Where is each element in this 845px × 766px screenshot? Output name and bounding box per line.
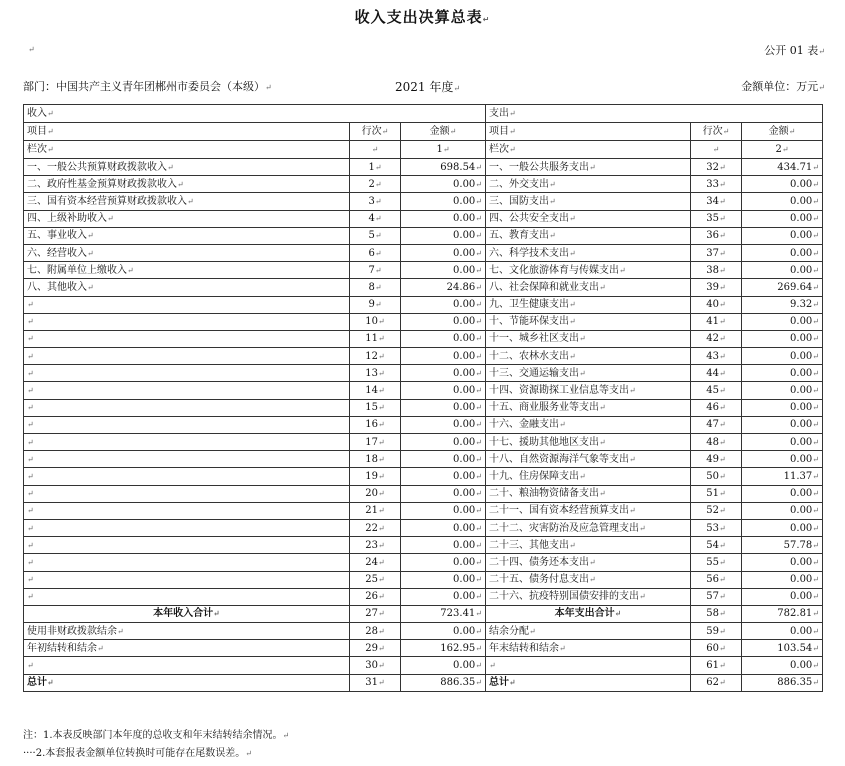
income-seq-cell: 8↵ [350, 279, 401, 296]
expense-amount-cell: 0.00↵ [742, 657, 823, 674]
income-amount-cell: 0.00↵ [401, 399, 486, 416]
table-row [24, 348, 823, 365]
expense-seq-cell: 55↵ [691, 554, 742, 571]
expense-seq-cell: 56↵ [691, 571, 742, 588]
income-seq-cell: 4↵ [350, 210, 401, 227]
income-amount-cell: 0.00↵ [401, 262, 486, 279]
table-row [24, 330, 823, 347]
table-row [24, 571, 823, 588]
income-item-cell: ↵ [24, 365, 350, 382]
income-item-cell: 七、附属单位上缴收入↵ [24, 262, 350, 279]
expense-seq-cell: 48↵ [691, 434, 742, 451]
header-row-section [24, 105, 823, 123]
expense-seq-cell: 45↵ [691, 382, 742, 399]
expense-amount-cell: 0.00↵ [742, 193, 823, 210]
table-row [24, 640, 823, 657]
income-seq-cell: 25↵ [350, 571, 401, 588]
form-code: 公开 01 表↵ [764, 44, 825, 57]
income-seq-cell: 15↵ [350, 399, 401, 416]
expense-amount-cell: 0.00↵ [742, 554, 823, 571]
expense-item-cell: 年末结转和结余↵ [486, 640, 691, 657]
expense-item-cell: 三、国防支出↵ [486, 193, 691, 210]
year-label: 2021 年度↵ [395, 80, 461, 94]
table-row [24, 399, 823, 416]
expense-amount-header: 金额↵ [742, 123, 823, 141]
income-amount-cell: 0.00↵ [401, 434, 486, 451]
expense-amount-cell: 0.00↵ [742, 588, 823, 605]
table-row [24, 227, 823, 244]
expense-amount-cell: 434.71↵ [742, 159, 823, 176]
expense-amount-cell: 11.37↵ [742, 468, 823, 485]
income-item-cell: ↵ [24, 451, 350, 468]
table-row [24, 623, 823, 640]
income-amount-cell: 0.00↵ [401, 348, 486, 365]
income-item-cell: ↵ [24, 382, 350, 399]
expense-amount-cell: 0.00↵ [742, 210, 823, 227]
expense-seq-cell: 46↵ [691, 399, 742, 416]
expense-seq-cell: 49↵ [691, 451, 742, 468]
income-amount-cell: 0.00↵ [401, 382, 486, 399]
income-amount-cell: 0.00↵ [401, 468, 486, 485]
table-row [24, 244, 823, 261]
income-seq-cell: 31↵ [350, 674, 401, 691]
expense-item-cell: 四、公共安全支出↵ [486, 210, 691, 227]
expense-item-cell: 十八、自然资源海洋气象等支出↵ [486, 451, 691, 468]
expense-amount-cell: 0.00↵ [742, 244, 823, 261]
expense-item-cell: 十四、资源勘探工业信息等支出↵ [486, 382, 691, 399]
expense-amount-cell: 0.00↵ [742, 502, 823, 519]
income-item-cell: 四、上级补助收入↵ [24, 210, 350, 227]
notes [23, 727, 289, 763]
table-row [24, 588, 823, 605]
income-seq-header: 行次↵ [350, 123, 401, 141]
expense-item-cell: 二十六、抗疫特别国债安排的支出↵ [486, 588, 691, 605]
income-amount-cell: 0.00↵ [401, 451, 486, 468]
income-item-cell: 一、一般公共预算财政拨款收入↵ [24, 159, 350, 176]
expense-amount-cell: 57.78↵ [742, 537, 823, 554]
expense-seq-cell: 38↵ [691, 262, 742, 279]
expense-seq-cell: 61↵ [691, 657, 742, 674]
expense-seq-cell: 43↵ [691, 348, 742, 365]
income-amount-cell: 0.00↵ [401, 227, 486, 244]
para-mark: ↵ [28, 45, 35, 54]
income-seq-cell: 16↵ [350, 416, 401, 433]
expense-amount-cell: 886.35↵ [742, 674, 823, 691]
income-amount-cell: 0.00↵ [401, 519, 486, 536]
unit-label: 金额单位：万元↵ [741, 80, 825, 93]
table-row [24, 657, 823, 674]
expense-amount-cell: 0.00↵ [742, 365, 823, 382]
income-item-cell: ↵ [24, 519, 350, 536]
expense-amount-cell: 269.64↵ [742, 279, 823, 296]
expense-item-cell: 十六、金融支出↵ [486, 416, 691, 433]
expense-seq-cell: 41↵ [691, 313, 742, 330]
income-amount-cell: 0.00↵ [401, 537, 486, 554]
income-seq-cell: 21↵ [350, 502, 401, 519]
note-2: ····2.本套报表金额单位转换时可能存在尾数误差。↵ [23, 748, 252, 759]
expense-amount-cell: 0.00↵ [742, 434, 823, 451]
expense-seq-cell: 53↵ [691, 519, 742, 536]
colseq-label: 栏次↵ [24, 141, 350, 159]
expense-seq-cell: 39↵ [691, 279, 742, 296]
note-1: 注：1.本表反映部门本年度的总收支和年末结转结余情况。↵ [23, 730, 290, 741]
expense-amount-cell: 0.00↵ [742, 176, 823, 193]
expense-seq-cell: 34↵ [691, 193, 742, 210]
expense-item-cell: ↵ [486, 657, 691, 674]
colseq-label-2: 栏次↵ [486, 141, 691, 159]
income-seq-cell: 6↵ [350, 244, 401, 261]
income-seq-cell: 27↵ [350, 605, 401, 622]
expense-item-cell: 二十、粮油物资储备支出↵ [486, 485, 691, 502]
income-amount-cell: 0.00↵ [401, 313, 486, 330]
income-seq-cell: 29↵ [350, 640, 401, 657]
table-row [24, 502, 823, 519]
income-seq-cell: 24↵ [350, 554, 401, 571]
table-row [24, 210, 823, 227]
expense-item-cell: 结余分配↵ [486, 623, 691, 640]
income-item-cell: 八、其他收入↵ [24, 279, 350, 296]
expense-amount-cell: 0.00↵ [742, 571, 823, 588]
table-row [24, 159, 823, 176]
expense-seq-cell: 54↵ [691, 537, 742, 554]
income-amount-cell: 0.00↵ [401, 623, 486, 640]
income-amount-cell: 0.00↵ [401, 554, 486, 571]
income-item-cell: ↵ [24, 554, 350, 571]
expense-seq-cell: 57↵ [691, 588, 742, 605]
expense-amount-cell: 0.00↵ [742, 399, 823, 416]
income-seq-cell: 3↵ [350, 193, 401, 210]
expense-amount-cell: 0.00↵ [742, 330, 823, 347]
expense-item-cell: 十、节能环保支出↵ [486, 313, 691, 330]
table-row [24, 554, 823, 571]
table-row [24, 416, 823, 433]
income-amount-cell: 162.95↵ [401, 640, 486, 657]
expense-seq-cell: 32↵ [691, 159, 742, 176]
income-seq-cell: 5↵ [350, 227, 401, 244]
expense-seq-cell: 47↵ [691, 416, 742, 433]
income-item-cell: ↵ [24, 588, 350, 605]
expense-amount-cell: 0.00↵ [742, 485, 823, 502]
expense-item-cell: 十七、援助其他地区支出↵ [486, 434, 691, 451]
income-item-cell: 六、经营收入↵ [24, 244, 350, 261]
expense-seq-cell: 40↵ [691, 296, 742, 313]
expense-item-cell: 五、教育支出↵ [486, 227, 691, 244]
expense-item-cell: 八、社会保障和就业支出↵ [486, 279, 691, 296]
expense-amount-cell: 0.00↵ [742, 416, 823, 433]
table-row [24, 365, 823, 382]
expense-seq-cell: 44↵ [691, 365, 742, 382]
income-item-cell: ↵ [24, 313, 350, 330]
income-seq-cell: 10↵ [350, 313, 401, 330]
table-row [24, 382, 823, 399]
table-row [24, 193, 823, 210]
income-item-cell: 使用非财政拨款结余↵ [24, 623, 350, 640]
expense-seq-cell: 35↵ [691, 210, 742, 227]
expense-item-cell: 十二、农林水支出↵ [486, 348, 691, 365]
income-item-cell: ↵ [24, 571, 350, 588]
page-title: 收入支出决算总表↵ [354, 8, 491, 26]
income-amount-cell: 0.00↵ [401, 193, 486, 210]
income-seq-cell: 7↵ [350, 262, 401, 279]
table-row [24, 313, 823, 330]
income-item-cell: ↵ [24, 657, 350, 674]
table-row [24, 674, 823, 691]
income-item-cell: ↵ [24, 502, 350, 519]
expense-amount-cell: 0.00↵ [742, 451, 823, 468]
expense-seq-header: 行次↵ [691, 123, 742, 141]
income-amount-cell: 0.00↵ [401, 365, 486, 382]
income-amount-cell: 0.00↵ [401, 176, 486, 193]
income-item-cell: ↵ [24, 537, 350, 554]
income-amount-cell: 0.00↵ [401, 588, 486, 605]
expense-item-cell: 一、一般公共服务支出↵ [486, 159, 691, 176]
income-amount-cell: 0.00↵ [401, 296, 486, 313]
income-item-cell: ↵ [24, 348, 350, 365]
col1-label: 1↵ [401, 141, 486, 159]
table-row [24, 605, 823, 622]
income-seq-cell: 26↵ [350, 588, 401, 605]
expense-seq-cell: 60↵ [691, 640, 742, 657]
table-row [24, 176, 823, 193]
expense-amount-cell: 782.81↵ [742, 605, 823, 622]
expense-seq-cell: 37↵ [691, 244, 742, 261]
expense-item-cell: 六、科学技术支出↵ [486, 244, 691, 261]
income-item-cell: ↵ [24, 485, 350, 502]
expense-amount-cell: 0.00↵ [742, 623, 823, 640]
expense-seq-cell: 52↵ [691, 502, 742, 519]
expense-item-cell: 十三、交通运输支出↵ [486, 365, 691, 382]
income-header: 收入↵ [24, 105, 486, 123]
income-seq-cell: 2↵ [350, 176, 401, 193]
expense-item-cell: 二十三、其他支出↵ [486, 537, 691, 554]
income-item-cell: 总计↵ [24, 674, 350, 691]
income-item-header: 项目↵ [24, 123, 350, 141]
expense-item-cell: 十一、城乡社区支出↵ [486, 330, 691, 347]
expense-item-cell: 二十五、债务付息支出↵ [486, 571, 691, 588]
table-row [24, 296, 823, 313]
table-row [24, 262, 823, 279]
income-seq-cell: 18↵ [350, 451, 401, 468]
income-seq-cell: 9↵ [350, 296, 401, 313]
col2-label: 2↵ [742, 141, 823, 159]
income-amount-cell: 0.00↵ [401, 416, 486, 433]
income-amount-cell: 24.86↵ [401, 279, 486, 296]
table-row [24, 279, 823, 296]
income-seq-cell: 14↵ [350, 382, 401, 399]
expense-amount-cell: 103.54↵ [742, 640, 823, 657]
income-seq-cell: 20↵ [350, 485, 401, 502]
table-row [24, 434, 823, 451]
income-item-cell: 年初结转和结余↵ [24, 640, 350, 657]
income-item-cell: 本年收入合计↵ [24, 605, 350, 622]
department-label: 部门：中国共产主义青年团郴州市委员会（本级）↵ [23, 80, 272, 93]
expense-seq-cell: 42↵ [691, 330, 742, 347]
income-amount-cell: 698.54↵ [401, 159, 486, 176]
income-item-cell: 二、政府性基金预算财政拨款收入↵ [24, 176, 350, 193]
expense-item-cell: 二十一、国有资本经营预算支出↵ [486, 502, 691, 519]
income-seq-cell: 11↵ [350, 330, 401, 347]
expense-seq-cell: 33↵ [691, 176, 742, 193]
income-amount-header: 金额↵ [401, 123, 486, 141]
table-row [24, 468, 823, 485]
income-amount-cell: 0.00↵ [401, 571, 486, 588]
table-row [24, 485, 823, 502]
expense-header: 支出↵ [486, 105, 823, 123]
income-seq-cell: 23↵ [350, 537, 401, 554]
income-seq-cell: 19↵ [350, 468, 401, 485]
income-amount-cell: 723.41↵ [401, 605, 486, 622]
income-seq-cell: 22↵ [350, 519, 401, 536]
income-seq-cell: 12↵ [350, 348, 401, 365]
expense-item-header: 项目↵ [486, 123, 691, 141]
income-item-cell: ↵ [24, 468, 350, 485]
table-row [24, 451, 823, 468]
income-seq-cell: 17↵ [350, 434, 401, 451]
header-row-columns [24, 123, 823, 141]
expense-seq-cell: 36↵ [691, 227, 742, 244]
expense-amount-cell: 0.00↵ [742, 348, 823, 365]
income-amount-cell: 886.35↵ [401, 674, 486, 691]
expense-item-cell: 本年支出合计↵ [486, 605, 691, 622]
income-amount-cell: 0.00↵ [401, 485, 486, 502]
expense-amount-cell: 0.00↵ [742, 519, 823, 536]
expense-amount-cell: 0.00↵ [742, 313, 823, 330]
expense-item-cell: 七、文化旅游体育与传媒支出↵ [486, 262, 691, 279]
expense-item-cell: 十九、住房保障支出↵ [486, 468, 691, 485]
header-row-colseq: 栏次↵ ↵ 1↵ 栏次↵ ↵ 2↵ [24, 141, 823, 159]
income-amount-cell: 0.00↵ [401, 330, 486, 347]
income-seq-cell: 30↵ [350, 657, 401, 674]
income-item-cell: 五、事业收入↵ [24, 227, 350, 244]
expense-amount-cell: 0.00↵ [742, 382, 823, 399]
income-item-cell: ↵ [24, 330, 350, 347]
income-seq-cell: 28↵ [350, 623, 401, 640]
income-item-cell: ↵ [24, 416, 350, 433]
income-seq-cell: 13↵ [350, 365, 401, 382]
expense-seq-cell: 62↵ [691, 674, 742, 691]
expense-amount-cell: 9.32↵ [742, 296, 823, 313]
income-item-cell: 三、国有资本经营预算财政拨款收入↵ [24, 193, 350, 210]
expense-seq-cell: 51↵ [691, 485, 742, 502]
income-item-cell: ↵ [24, 434, 350, 451]
income-seq-cell: 1↵ [350, 159, 401, 176]
expense-seq-cell: 59↵ [691, 623, 742, 640]
income-amount-cell: 0.00↵ [401, 657, 486, 674]
expense-item-cell: 十五、商业服务业等支出↵ [486, 399, 691, 416]
income-amount-cell: 0.00↵ [401, 244, 486, 261]
income-item-cell: ↵ [24, 399, 350, 416]
expense-amount-cell: 0.00↵ [742, 227, 823, 244]
income-item-cell: ↵ [24, 296, 350, 313]
expense-item-cell: 二十四、债务还本支出↵ [486, 554, 691, 571]
expense-seq-cell: 50↵ [691, 468, 742, 485]
income-amount-cell: 0.00↵ [401, 502, 486, 519]
expense-item-cell: 二、外交支出↵ [486, 176, 691, 193]
income-amount-cell: 0.00↵ [401, 210, 486, 227]
expense-item-cell: 二十二、灾害防治及应急管理支出↵ [486, 519, 691, 536]
expense-item-cell: 九、卫生健康支出↵ [486, 296, 691, 313]
expense-item-cell: 总计↵ [486, 674, 691, 691]
budget-table [23, 104, 823, 692]
table-row [24, 519, 823, 536]
table-row [24, 537, 823, 554]
expense-amount-cell: 0.00↵ [742, 262, 823, 279]
expense-seq-cell: 58↵ [691, 605, 742, 622]
